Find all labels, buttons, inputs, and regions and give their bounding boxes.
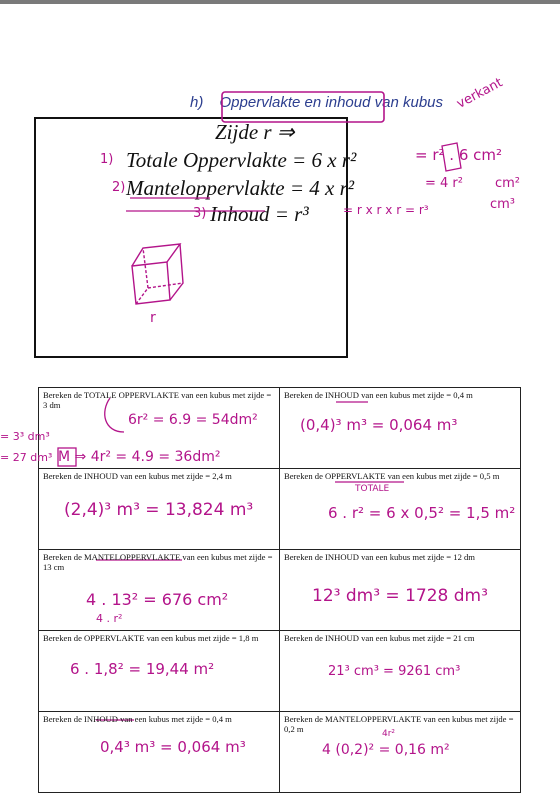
formula-manteloppervlakte: Manteloppervlakte = 4 x r²	[126, 176, 355, 200]
annotation-number-2: 2)	[112, 180, 126, 195]
exercise-question: Bereken de TOTALE OPPERVLAKTE van een kubus met zijde = 3 dm	[43, 390, 272, 410]
annotation-side-note: verkant	[454, 75, 506, 112]
answer-6: 12³ dm³ = 1728 dm³	[312, 586, 488, 606]
note-4: TOTALE	[355, 484, 390, 494]
annotation-inhoud-rhs: = r x r x r = r³	[343, 203, 429, 217]
answer-1: 6r² = 6.9 = 54dm²	[128, 412, 258, 428]
note-10: 4r²	[382, 729, 396, 739]
annotation-totale-rhs: = r² . 6 cm²	[415, 146, 503, 164]
answer-5b: 4 . r²	[96, 612, 123, 625]
margin-note-2: = 27 dm³	[0, 451, 53, 464]
section-label: h)	[190, 94, 204, 111]
exercise-question: Bereken de INHOUD van een kubus met zijde = 0,4 m	[43, 714, 232, 724]
exercise-question: Bereken de OPPERVLAKTE van een kubus met zijde = 1,8 m	[43, 633, 259, 643]
exercise-question: Bereken de OPPERVLAKTE van een kubus met zijde = 0,5 m	[284, 471, 500, 481]
answer-2: (0,4)³ m³ = 0,064 m³	[300, 416, 458, 434]
cube-sketch-icon	[132, 244, 183, 304]
annotation-cm2: cm²	[495, 176, 521, 191]
formula-zijde: Zijde r ⇒	[215, 120, 295, 144]
answer-7: 6 . 1,8² = 19,44 m²	[70, 660, 215, 678]
exercise-question: Bereken de MANTELOPPERVLAKTE van een kubus met zijde = 0,2 m	[284, 714, 514, 734]
exercise-question: Bereken de MANTELOPPERVLAKTE van een kubus met zijde = 13 cm	[43, 552, 273, 572]
answer-8: 21³ cm³ = 9261 cm³	[328, 664, 461, 679]
margin-note-1: = 3³ dm³	[0, 430, 50, 443]
annotation-number-3: 3)	[193, 206, 207, 221]
formula-inhoud: Inhoud = r³	[210, 202, 309, 226]
answer-1b: M ⇒ 4r² = 4.9 = 36dm²	[58, 449, 221, 465]
exercise-question: Bereken de INHOUD van een kubus met zijde = 2,4 m	[43, 471, 232, 481]
annotation-number-1: 1)	[100, 152, 114, 167]
answer-9: 0,4³ m³ = 0,064 m³	[100, 738, 246, 756]
section-title: Oppervlakte en inhoud van kubus	[219, 94, 443, 111]
answer-10: 4 (0,2)² = 0,16 m²	[322, 742, 450, 758]
annotation-mantel-rhs: = 4 r²	[425, 176, 463, 191]
exercise-question: Bereken de INHOUD van een kubus met zijde = 0,4 m	[284, 390, 473, 400]
heading-circle	[222, 92, 384, 122]
exercise-question: Bereken de INHOUD van een kubus met zijde = 12 dm	[284, 552, 475, 562]
answer-3: (2,4)³ m³ = 13,824 m³	[64, 500, 254, 520]
cube-side-label: r	[150, 310, 156, 326]
answer-4: 6 . r² = 6 x 0,5² = 1,5 m²	[328, 504, 516, 522]
exercise-question: Bereken de INHOUD van een kubus met zijde = 21 cm	[284, 633, 475, 643]
answer-5: 4 . 13² = 676 cm²	[86, 590, 229, 609]
annotation-cm3: cm³	[490, 197, 516, 212]
formula-totale-oppervlakte: Totale Oppervlakte = 6 x r²	[126, 148, 357, 172]
